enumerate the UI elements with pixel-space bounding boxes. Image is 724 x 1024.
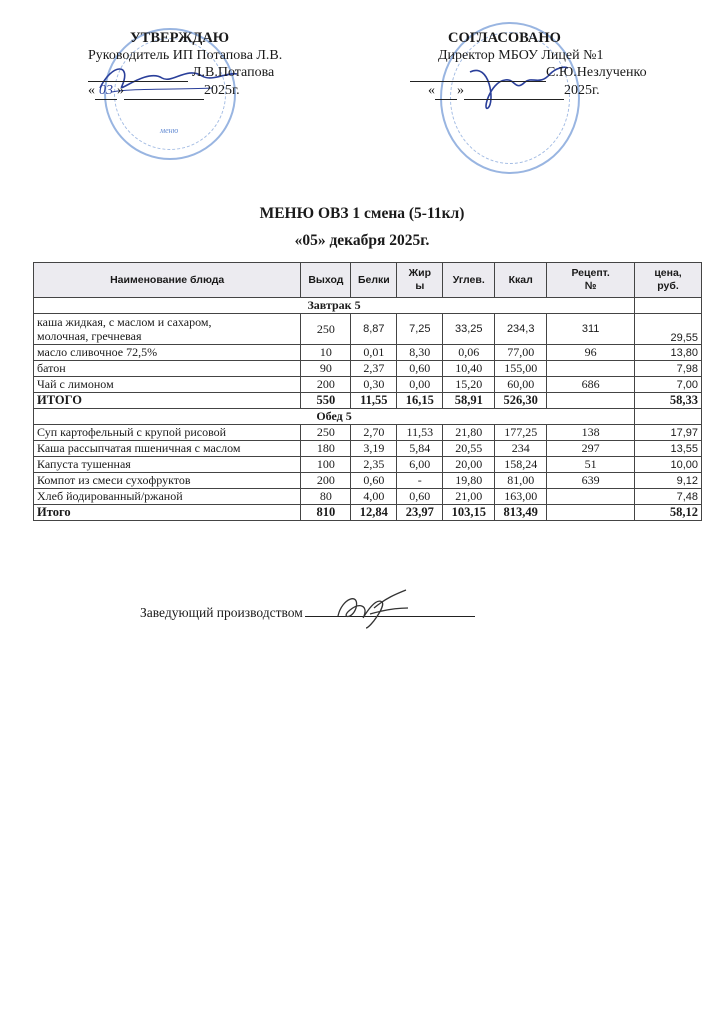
approval-signer-right: С.Ю.Незлученко <box>546 65 647 80</box>
approval-block-left <box>88 30 358 100</box>
dish-carbs: 10,40 <box>443 361 495 377</box>
dish-name: Суп картофельный с крупой рисовой <box>34 425 301 441</box>
approval-heading-right: СОГЛАСОВАНО <box>448 30 561 46</box>
date-close-quote: » <box>117 83 124 98</box>
dish-protein: 3,19 <box>351 441 397 457</box>
table-row <box>34 473 702 489</box>
dish-name: Хлеб йодированный/ржаной <box>34 489 301 505</box>
approval-date-day-left: 03 <box>95 82 117 100</box>
table-row <box>34 314 702 345</box>
footer-signature-line <box>140 605 475 621</box>
approval-signature-line-right <box>410 64 710 82</box>
total-carbs: 103,15 <box>443 505 495 521</box>
dish-recipe <box>547 489 635 505</box>
dish-carbs: 21,80 <box>443 425 495 441</box>
dish-fat: 5,84 <box>397 441 443 457</box>
dish-carbs: 20,00 <box>443 457 495 473</box>
dish-kcal: 155,00 <box>495 361 547 377</box>
col-header-kcal: Ккал <box>495 263 547 298</box>
date-day-blank-right <box>435 82 457 100</box>
dish-kcal: 158,24 <box>495 457 547 473</box>
dish-fat: - <box>397 473 443 489</box>
approval-block-right <box>410 30 710 100</box>
dish-name: масло сливочное 72,5% <box>34 345 301 361</box>
dish-fat: 0,60 <box>397 489 443 505</box>
total-carbs: 58,91 <box>443 393 495 409</box>
dish-price: 13,55 <box>635 441 702 457</box>
dish-recipe: 51 <box>547 457 635 473</box>
signature-blank-right <box>410 64 546 82</box>
dish-output: 250 <box>301 425 351 441</box>
section-row-lunch <box>34 409 702 425</box>
total-price: 58,12 <box>635 505 702 521</box>
date-open-quote: « <box>88 83 95 98</box>
dish-carbs: 19,80 <box>443 473 495 489</box>
date-month-blank-right <box>464 82 564 100</box>
section-row-breakfast <box>34 298 702 314</box>
total-fat: 23,97 <box>397 505 443 521</box>
dish-carbs: 0,06 <box>443 345 495 361</box>
empty-cell <box>635 409 702 425</box>
dish-recipe: 297 <box>547 441 635 457</box>
dish-recipe: 138 <box>547 425 635 441</box>
table-row <box>34 441 702 457</box>
dish-carbs: 15,20 <box>443 377 495 393</box>
dish-price: 17,97 <box>635 425 702 441</box>
dish-name: Компот из смеси сухофруктов <box>34 473 301 489</box>
dish-output: 180 <box>301 441 351 457</box>
dish-protein: 2,70 <box>351 425 397 441</box>
total-recipe <box>547 393 635 409</box>
approval-date-year-right: 2025г. <box>564 83 600 98</box>
dish-fat: 8,30 <box>397 345 443 361</box>
dish-kcal: 177,25 <box>495 425 547 441</box>
dish-recipe: 686 <box>547 377 635 393</box>
approval-date-right <box>410 82 710 100</box>
stamp-caption: меню <box>160 126 179 135</box>
total-kcal: 526,30 <box>495 393 547 409</box>
dish-recipe: 96 <box>547 345 635 361</box>
dish-fat: 11,53 <box>397 425 443 441</box>
table-row <box>34 489 702 505</box>
total-protein: 11,55 <box>351 393 397 409</box>
dish-fat: 0,00 <box>397 377 443 393</box>
menu-date: «05» декабря 2025г. <box>294 232 430 249</box>
total-output: 550 <box>301 393 351 409</box>
total-price: 58,33 <box>635 393 702 409</box>
dish-name: батон <box>34 361 301 377</box>
date-open-quote: « <box>428 83 435 98</box>
dish-kcal: 77,00 <box>495 345 547 361</box>
dish-carbs: 20,55 <box>443 441 495 457</box>
dish-carbs: 33,25 <box>443 314 495 345</box>
dish-output: 200 <box>301 473 351 489</box>
dish-price: 29,55 <box>635 314 702 345</box>
dish-price: 13,80 <box>635 345 702 361</box>
footer-label: Заведующий производством <box>140 605 303 620</box>
dish-output: 200 <box>301 377 351 393</box>
dish-protein: 2,35 <box>351 457 397 473</box>
col-header-protein: Белки <box>351 263 397 298</box>
menu-title: МЕНЮ ОВЗ 1 смена (5-11кл) <box>259 205 465 222</box>
dish-recipe <box>547 361 635 377</box>
dish-fat: 0,60 <box>397 361 443 377</box>
dish-price: 10,00 <box>635 457 702 473</box>
total-output: 810 <box>301 505 351 521</box>
dish-price: 7,48 <box>635 489 702 505</box>
empty-cell <box>635 298 702 314</box>
total-label: Итого <box>34 505 301 521</box>
dish-output: 10 <box>301 345 351 361</box>
dish-name: каша жидкая, с маслом и сахаром, молочная, гречневая <box>34 314 301 345</box>
table-header-row <box>34 263 702 298</box>
col-header-price: цена, руб. <box>635 263 702 298</box>
dish-name: Чай с лимоном <box>34 377 301 393</box>
dish-output: 90 <box>301 361 351 377</box>
total-label: ИТОГО <box>34 393 301 409</box>
dish-price: 7,00 <box>635 377 702 393</box>
approval-position-right: Директор МБОУ Лицей №1 <box>438 48 604 63</box>
dish-fat: 7,25 <box>397 314 443 345</box>
dish-output: 250 <box>301 314 351 345</box>
dish-price: 7,98 <box>635 361 702 377</box>
table-row <box>34 345 702 361</box>
dish-kcal: 234 <box>495 441 547 457</box>
dish-protein: 8,87 <box>351 314 397 345</box>
approval-signer-left: Л.В.Потапова <box>192 65 275 80</box>
dish-output: 100 <box>301 457 351 473</box>
approval-signature-line-left <box>88 64 358 82</box>
dish-fat: 6,00 <box>397 457 443 473</box>
dish-kcal: 234,3 <box>495 314 547 345</box>
dish-output: 80 <box>301 489 351 505</box>
signature-footer-icon <box>330 588 410 630</box>
dish-protein: 0,30 <box>351 377 397 393</box>
approval-position-left: Руководитель ИП Потапова Л.В. <box>88 48 283 63</box>
approval-date-year-left: 2025г. <box>204 83 240 98</box>
table-row <box>34 457 702 473</box>
total-row-lunch <box>34 505 702 521</box>
col-header-fat: Жир ы <box>397 263 443 298</box>
total-recipe <box>547 505 635 521</box>
dish-carbs: 21,00 <box>443 489 495 505</box>
signature-blank-left <box>88 64 188 82</box>
dish-kcal: 81,00 <box>495 473 547 489</box>
total-protein: 12,84 <box>351 505 397 521</box>
total-kcal: 813,49 <box>495 505 547 521</box>
col-header-output: Выход <box>301 263 351 298</box>
date-month-blank-left <box>124 82 204 100</box>
dish-protein: 0,60 <box>351 473 397 489</box>
section-title: Обед 5 <box>34 409 635 425</box>
total-row-breakfast <box>34 393 702 409</box>
col-header-carbs: Углев. <box>443 263 495 298</box>
dish-price: 9,12 <box>635 473 702 489</box>
table-row <box>34 361 702 377</box>
dish-kcal: 60,00 <box>495 377 547 393</box>
dish-name: Капуста тушенная <box>34 457 301 473</box>
menu-table <box>33 262 702 521</box>
table-row <box>34 425 702 441</box>
dish-recipe: 311 <box>547 314 635 345</box>
date-close-quote: » <box>457 83 464 98</box>
approval-heading-left: УТВЕРЖДАЮ <box>130 30 230 46</box>
approval-date-left <box>88 82 358 100</box>
total-fat: 16,15 <box>397 393 443 409</box>
dish-protein: 4,00 <box>351 489 397 505</box>
section-title: Завтрак 5 <box>34 298 635 314</box>
dish-protein: 2,37 <box>351 361 397 377</box>
col-header-recipe: Рецепт. № <box>547 263 635 298</box>
dish-protein: 0,01 <box>351 345 397 361</box>
dish-kcal: 163,00 <box>495 489 547 505</box>
table-row <box>34 377 702 393</box>
dish-name: Каша рассыпчатая пшеничная с маслом <box>34 441 301 457</box>
col-header-name: Наименование блюда <box>34 263 301 298</box>
dish-recipe: 639 <box>547 473 635 489</box>
